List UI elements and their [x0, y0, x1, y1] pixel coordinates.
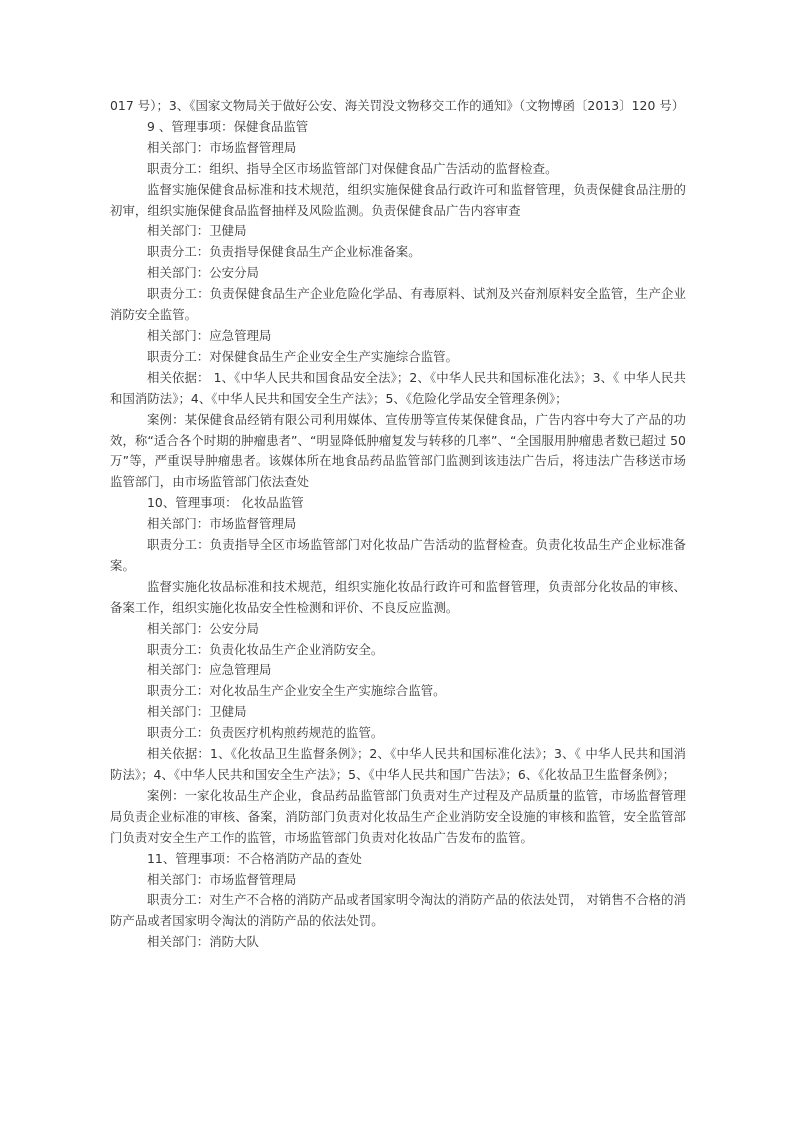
- paragraph: 相关部门：市场监督管理局: [147, 139, 297, 155]
- paragraph: 职责分工：负责化妆品生产企业消防安全。: [147, 641, 384, 657]
- paragraph: 职责分工：负责医疗机构煎药规范的监管。: [147, 725, 384, 741]
- paragraph: 11、管理事项：不合格消防产品的查处: [147, 850, 362, 866]
- document-body: [110, 96, 686, 953]
- paragraph: 9 、管理事项：保健食品监管: [147, 118, 309, 134]
- paragraph: 相关依据： 1、《中华人民共和国食品安全法》；2、《中华人民共和国标准化法》；3、《 中华人民共和国消防法》；4、《中华人民共和国安全生产法》；5、《危险化学品安全管理条例》；: [110, 369, 686, 406]
- paragraph: 017 号）；3、《国家文物局关于做好公安、海关罚没文物移交工作的通知》（文物博函〔2013〕120 号）: [110, 98, 685, 113]
- paragraph: 职责分工：负责指导保健食品生产企业标准备案。: [147, 244, 421, 260]
- paragraph: 相关部门：卫健局: [147, 223, 247, 239]
- paragraph: 相关部门：市场监督管理局: [147, 516, 297, 532]
- paragraph: 职责分工：负责保健食品生产企业危险化学品、有毒原料、试剂及兴奋剂原料安全监管，生产企业消防安全监管。: [110, 286, 686, 323]
- paragraph: 相关部门：消防大队: [147, 934, 259, 950]
- paragraph: 职责分工：对生产不合格的消防产品或者国家明令淘汰的消防产品的依法处罚， 对销售不合格的消防产品或者国家明令淘汰的消防产品的依法处罚。: [110, 892, 686, 929]
- paragraph: 相关部门：公安分局: [147, 620, 259, 636]
- paragraph: 监督实施化妆品标准和技术规范，组织实施化妆品行政许可和监督管理，负责部分化妆品的审核、备案工作，组织实施化妆品安全性检测和评价、不良反应监测。: [110, 578, 686, 615]
- paragraph: 职责分工：对保健食品生产企业安全生产实施综合监管。: [147, 348, 459, 364]
- paragraph: 职责分工：组织、指导全区市场监管部门对保健食品广告活动的监督检查。: [147, 160, 558, 176]
- paragraph: 相关部门：市场监督管理局: [147, 871, 297, 887]
- paragraph: 监督实施保健食品标准和技术规范，组织实施保健食品行政许可和监督管理，负责保健食品注册的初审，组织实施保健食品监督抽样及风险监测。负责保健食品广告内容审查: [110, 181, 686, 218]
- paragraph: 相关部门：应急管理局: [147, 662, 272, 678]
- paragraph: 10、管理事项： 化妆品监管: [147, 495, 304, 511]
- paragraph: 职责分工：负责指导全区市场监管部门对化妆品广告活动的监督检查。负责化妆品生产企业标准备案。: [110, 537, 686, 573]
- paragraph: 职责分工：对化妆品生产企业安全生产实施综合监管。: [147, 683, 446, 699]
- paragraph: 案例：某保健食品经销有限公司利用媒体、宣传册等宣传某保健食品，广告内容中夸大了产品的功效，称“适合各个时期的肿瘤患者”、“明显降低肿瘤复发与转移的几率”、“全国服用肿瘤患者数已超过 50 万”等，严重误导肿瘤患者。该媒体所在地食品药品监管部门监测到该违法广告后，将违法广告移送市场监管部门，由市场监管部门依法查处: [110, 411, 686, 490]
- paragraph: 相关依据：1、《化妆品卫生监督条例》；2、《中华人民共和国标准化法》；3、《 中华人民共和国消防法》；4、《中华人民共和国安全生产法》；5、《中华人民共和国广告法》；6、《化妆品卫生监督条例》；: [110, 746, 686, 782]
- paragraph: 相关部门：应急管理局: [147, 327, 272, 343]
- paragraph: 案例：一家化妆品生产企业，食品药品监管部门负责对生产过程及产品质量的监管，市场监督管理局负责企业标准的审核、备案，消防部门负责对化妆品生产企业消防安全设施的审核和监管，安全监管部门负责对安全生产工作的监管，市场监管部门负责对化妆品广告发布的监管。: [110, 787, 686, 845]
- paragraph: 相关部门：公安分局: [147, 265, 259, 281]
- paragraph: 相关部门：卫健局: [147, 704, 247, 720]
